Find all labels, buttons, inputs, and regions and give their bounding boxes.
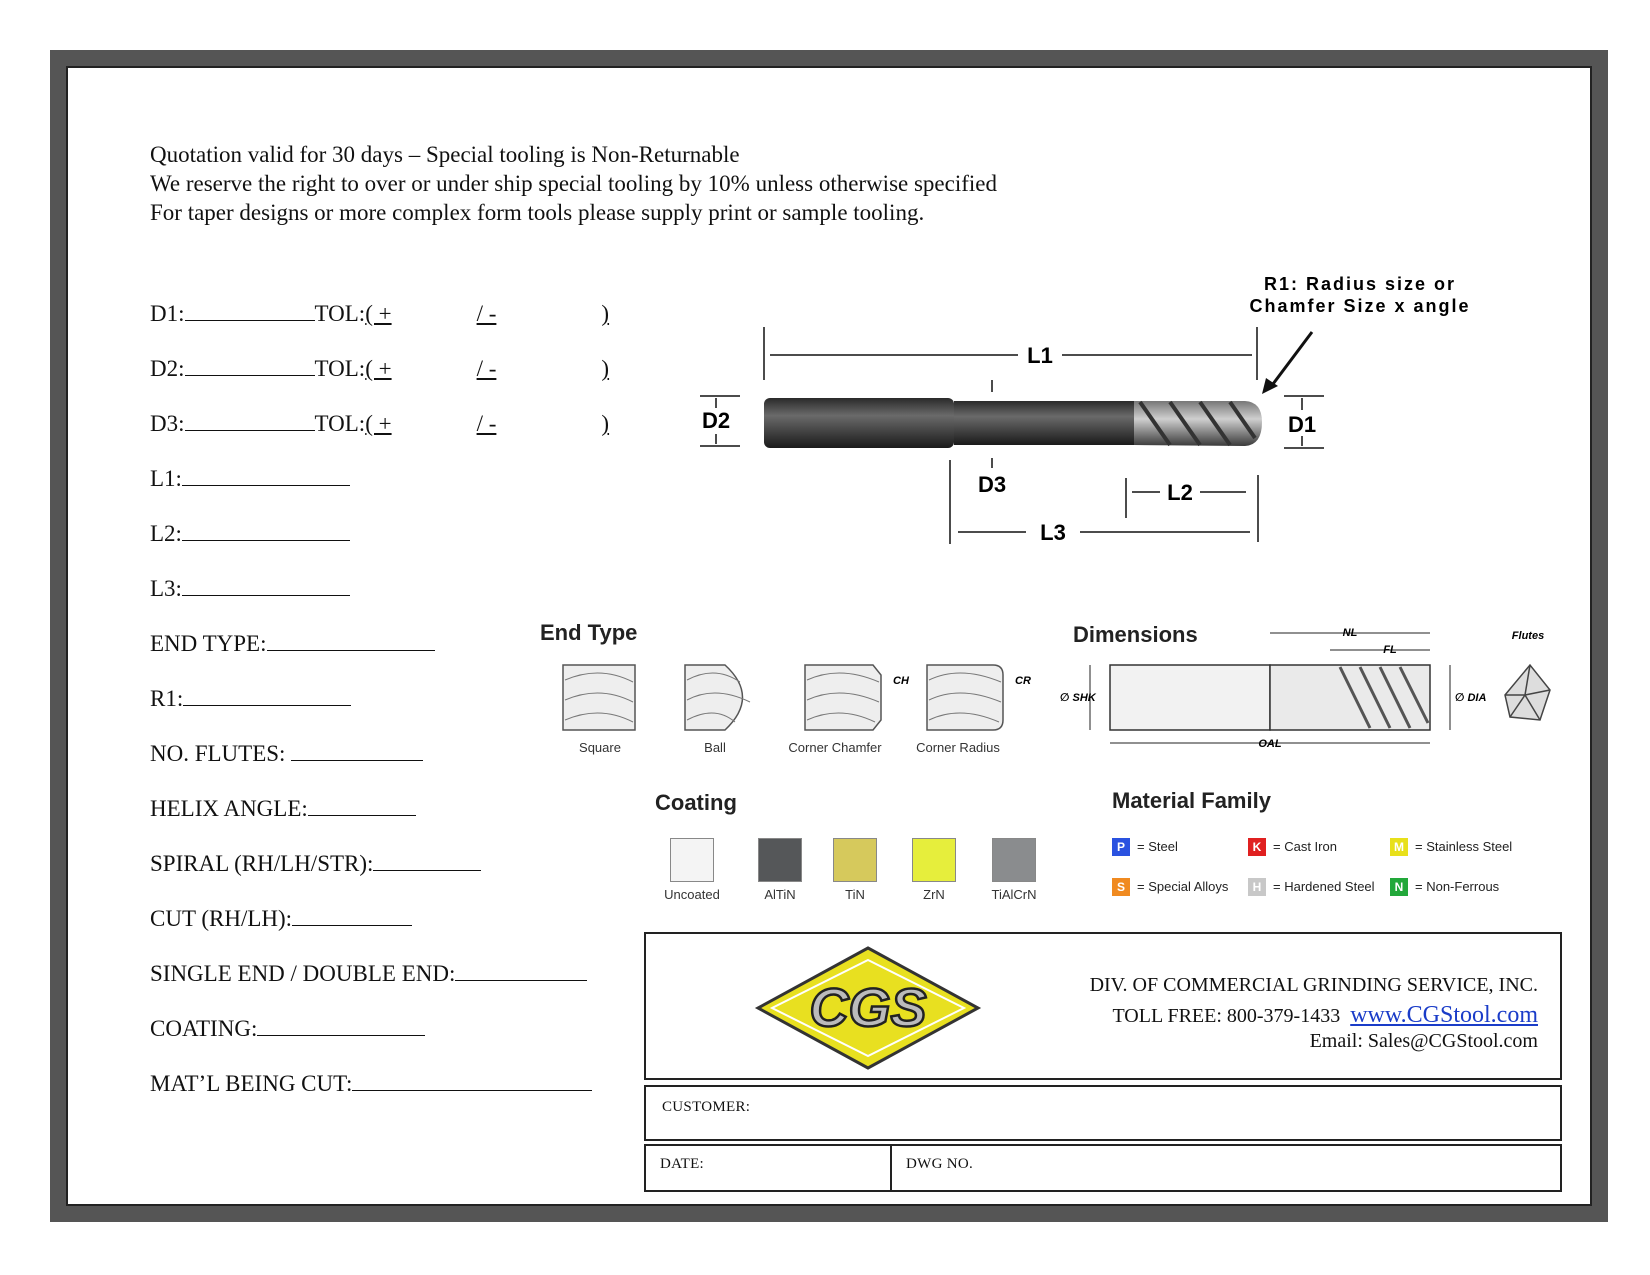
matl-label: MAT’L BEING CUT: bbox=[150, 1071, 353, 1096]
l1-label: L1: bbox=[150, 466, 182, 491]
tol-close: ) bbox=[601, 356, 610, 381]
shk-tag: ∅ SHK bbox=[1060, 692, 1096, 704]
end-type-blank[interactable] bbox=[267, 630, 435, 651]
material-badge: M bbox=[1390, 838, 1408, 856]
coating-field[interactable] bbox=[150, 1015, 425, 1042]
l1-blank[interactable] bbox=[182, 465, 350, 486]
coating-blank[interactable] bbox=[257, 1015, 425, 1036]
end-type-field[interactable] bbox=[150, 630, 435, 657]
coating-label: COATING: bbox=[150, 1016, 258, 1041]
l2-tag: L2 bbox=[1167, 480, 1193, 505]
corner-radius-icon bbox=[927, 665, 1003, 730]
d3-tag: D3 bbox=[977, 472, 1007, 497]
cr-tag: CR bbox=[1015, 675, 1031, 687]
coating-label: ZrN bbox=[923, 887, 945, 902]
material-badge: S bbox=[1112, 878, 1130, 896]
customer-label: CUSTOMER: bbox=[662, 1099, 751, 1115]
d3-field[interactable] bbox=[150, 410, 609, 437]
dimensions-diagram bbox=[1060, 625, 1570, 755]
material-badge: K bbox=[1248, 838, 1266, 856]
toll-free: TOLL FREE: 800-379-1433 bbox=[1112, 1005, 1341, 1027]
quotation-notes bbox=[150, 140, 997, 227]
d1-tag: D1 bbox=[1287, 412, 1317, 437]
r1-label: R1: bbox=[150, 686, 184, 711]
material-badge: H bbox=[1248, 878, 1266, 896]
fl-tag: FL bbox=[1383, 644, 1397, 656]
square-end-icon bbox=[563, 665, 635, 730]
tol-range[interactable] bbox=[365, 356, 609, 381]
date-dwg-box bbox=[644, 1144, 1562, 1192]
matl-blank[interactable] bbox=[352, 1070, 592, 1091]
l2-field[interactable] bbox=[150, 520, 350, 547]
d3-blank[interactable] bbox=[185, 410, 315, 431]
end-type-label: Square bbox=[579, 740, 621, 755]
tol-minus: / - bbox=[476, 301, 497, 326]
flute-cross-section-icon bbox=[1505, 665, 1550, 720]
website-link[interactable]: www.CGStool.com bbox=[1350, 1002, 1538, 1028]
tol-minus: / - bbox=[476, 411, 497, 436]
note-line: Quotation valid for 30 days – Special tooling is Non-Returnable bbox=[150, 142, 740, 167]
coating-title: Coating bbox=[655, 790, 737, 815]
spiral-field[interactable] bbox=[150, 850, 481, 877]
d1-field[interactable] bbox=[150, 300, 609, 327]
corner-chamfer-icon bbox=[805, 665, 881, 730]
company-division: DIV. OF COMMERCIAL GRINDING SERVICE, INC. bbox=[1089, 974, 1538, 996]
material-label: = Stainless Steel bbox=[1415, 839, 1513, 854]
cut-field[interactable] bbox=[150, 905, 412, 932]
coating-swatch bbox=[670, 838, 714, 882]
coating-label: Uncoated bbox=[664, 887, 720, 902]
coating-swatch bbox=[992, 838, 1036, 882]
material-label: = Cast Iron bbox=[1273, 839, 1337, 854]
end-type-label: Corner Chamfer bbox=[788, 740, 882, 755]
tol-open: ( + bbox=[365, 301, 392, 326]
d2-blank[interactable] bbox=[185, 355, 315, 376]
d1-blank[interactable] bbox=[185, 300, 315, 321]
no-flutes-field[interactable] bbox=[150, 740, 423, 767]
material-badge: N bbox=[1390, 878, 1408, 896]
helix-angle-blank[interactable] bbox=[308, 795, 416, 816]
tol-close: ) bbox=[601, 411, 610, 436]
end-type-label: Corner Radius bbox=[916, 740, 1000, 755]
end-type-icons bbox=[555, 660, 1031, 740]
coating-label: TiN bbox=[845, 887, 865, 902]
l3-tag: L3 bbox=[1040, 520, 1066, 545]
coating-label: TiAlCrN bbox=[991, 887, 1037, 902]
neck-shape bbox=[954, 401, 1134, 445]
note-line: For taper designs or more complex form tools please supply print or sample tooling. bbox=[150, 200, 925, 225]
coating-swatch bbox=[912, 838, 956, 882]
logo-text: CGS bbox=[809, 978, 927, 1038]
tol-range[interactable] bbox=[365, 411, 609, 436]
no-flutes-label: NO. FLUTES: bbox=[150, 741, 286, 766]
coating-swatch bbox=[758, 838, 802, 882]
d2-tag: D2 bbox=[701, 408, 731, 433]
end-type-title: End Type bbox=[540, 620, 638, 645]
ball-end-icon bbox=[685, 665, 750, 730]
material-label: = Non-Ferrous bbox=[1415, 879, 1500, 894]
single-double-end-field[interactable] bbox=[150, 960, 587, 987]
tol-minus: / - bbox=[476, 356, 497, 381]
material-family-title: Material Family bbox=[1112, 788, 1271, 813]
nl-tag: NL bbox=[1342, 627, 1358, 639]
company-box bbox=[644, 932, 1562, 1080]
l3-blank[interactable] bbox=[182, 575, 350, 596]
r1-blank[interactable] bbox=[183, 685, 351, 706]
dwg-no-label[interactable]: DWG NO. bbox=[906, 1156, 974, 1172]
cgs-logo bbox=[756, 946, 981, 1071]
l2-label: L2: bbox=[150, 521, 182, 546]
material-label: = Special Alloys bbox=[1137, 879, 1229, 894]
l2-blank[interactable] bbox=[182, 520, 350, 541]
oal-tag: OAL bbox=[1258, 738, 1282, 750]
tol-label: TOL: bbox=[314, 356, 366, 381]
customer-box[interactable] bbox=[644, 1085, 1562, 1141]
tool-diagram bbox=[700, 270, 1560, 580]
l1-tag: L1 bbox=[1027, 343, 1053, 368]
note-line: We reserve the right to over or under ship special tooling by 10% unless otherwise specified bbox=[150, 171, 998, 196]
date-divider bbox=[890, 1146, 892, 1190]
l1-field[interactable] bbox=[150, 465, 350, 492]
single-double-end-label: SINGLE END / DOUBLE END: bbox=[150, 961, 456, 986]
company-contact bbox=[1112, 1002, 1538, 1029]
matl-field[interactable] bbox=[150, 1070, 592, 1097]
r1-note: R1: Radius size or bbox=[1263, 274, 1457, 294]
material-label: = Steel bbox=[1137, 839, 1178, 854]
no-flutes-blank[interactable] bbox=[291, 740, 423, 761]
tol-open: ( + bbox=[365, 356, 392, 381]
tol-close: ) bbox=[601, 301, 610, 326]
tol-open: ( + bbox=[365, 411, 392, 436]
material-label: = Hardened Steel bbox=[1273, 879, 1375, 894]
tol-label: TOL: bbox=[314, 301, 366, 326]
ch-tag: CH bbox=[893, 675, 909, 687]
cut-label: CUT (RH/LH): bbox=[150, 906, 293, 931]
d2-field[interactable] bbox=[150, 355, 609, 382]
shank-shape bbox=[764, 398, 954, 448]
helix-angle-field[interactable] bbox=[150, 795, 416, 822]
r1-arrow bbox=[1270, 332, 1312, 388]
r1-field[interactable] bbox=[150, 685, 351, 712]
dia-tag: ∅ DIA bbox=[1455, 692, 1487, 704]
flutes-tag: Flutes bbox=[1511, 630, 1545, 642]
r1-note: Chamfer Size x angle bbox=[1249, 296, 1471, 316]
coating-swatch bbox=[833, 838, 877, 882]
d2-label: D2: bbox=[150, 356, 185, 381]
company-email: Email: Sales@CGStool.com bbox=[1309, 1030, 1538, 1052]
end-type-label: END TYPE: bbox=[150, 631, 267, 656]
dimensions-title: Dimensions bbox=[1073, 622, 1198, 647]
l3-label: L3: bbox=[150, 576, 182, 601]
dim-shank bbox=[1110, 665, 1270, 730]
d1-label: D1: bbox=[150, 301, 185, 326]
end-type-label: Ball bbox=[704, 740, 726, 755]
date-label[interactable]: DATE: bbox=[660, 1156, 704, 1172]
l3-field[interactable] bbox=[150, 575, 350, 602]
coating-label: AlTiN bbox=[764, 887, 796, 902]
material-badge: P bbox=[1112, 838, 1130, 856]
spiral-label: SPIRAL (RH/LH/STR): bbox=[150, 851, 374, 876]
helix-angle-label: HELIX ANGLE: bbox=[150, 796, 308, 821]
spiral-blank[interactable] bbox=[373, 850, 481, 871]
tol-label: TOL: bbox=[314, 411, 366, 436]
tol-range[interactable] bbox=[365, 301, 609, 326]
d3-label: D3: bbox=[150, 411, 185, 436]
cut-blank[interactable] bbox=[292, 905, 412, 926]
single-double-end-blank[interactable] bbox=[455, 960, 587, 981]
